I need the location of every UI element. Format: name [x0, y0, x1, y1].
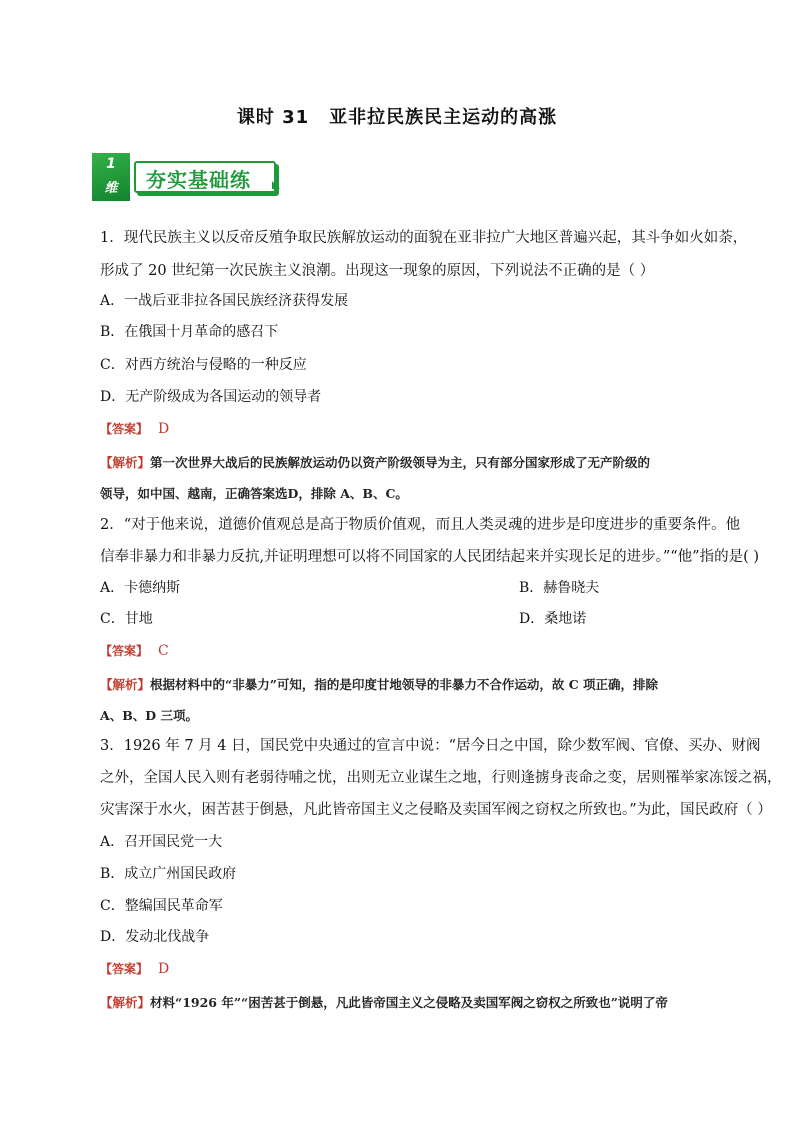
- analysis-tag: 【解析】: [100, 995, 151, 1010]
- tier-label: 维: [104, 181, 118, 196]
- q3-answer: [100, 961, 169, 978]
- q3-option-c[interactable]: C．整编国民革命军: [100, 898, 223, 914]
- q3-analysis-line1: [100, 994, 668, 1011]
- answer-tag: 【答案】: [100, 962, 149, 976]
- q3-stem-line2: 之外，全国人民入则有老弱待哺之忧，出则无立业谋生之地，行则逢掳身丧命之变，居则罹举家冻馁之祸，: [100, 770, 782, 786]
- analysis-tag: 【解析】: [100, 455, 151, 470]
- q3-stem-line1: 3．1926 年 7 月 4 日，国民党中央通过的宣言中说：“居今日之中国，除少数军阀、官僚、买办、财阀: [100, 738, 761, 754]
- analysis-text: 第一次世界大战后的民族解放运动仍以资产阶级领导为主，只有部分国家形成了无产阶级的: [150, 455, 651, 470]
- section-label: 夯实基础练: [146, 168, 251, 192]
- q2-stem-line2: 信奉非暴力和非暴力反抗,并证明理想可以将不同国家的人民团结起来并实现长足的进步。”“他”指的是( ): [100, 549, 760, 565]
- q1-analysis-line1: [100, 454, 650, 471]
- q2-answer: [100, 643, 169, 660]
- q2-option-a[interactable]: A．卡德纳斯: [100, 580, 181, 596]
- analysis-text: 根据材料中的“非暴力”可知，指的是印度甘地领导的非暴力不合作运动，故 C 项正确，排除: [150, 677, 659, 692]
- q1-stem-line1: 1．现代民族主义以反帝反殖争取民族解放运动的面貌在亚非拉广大地区普遍兴起，其斗争如火如荼，: [100, 230, 748, 246]
- q2-option-d[interactable]: D．桑地诺: [519, 611, 587, 627]
- q1-option-a[interactable]: A．一战后亚非拉各国民族经济获得发展: [100, 293, 349, 309]
- tier-number: 1: [106, 156, 116, 172]
- q2-option-b[interactable]: B．赫鲁晓夫: [519, 580, 600, 596]
- q1-answer: [100, 421, 169, 438]
- q3-stem-line3: 灾害深于水火，困苦甚于倒悬，凡此皆帝国主义之侵略及卖国军阀之窃权之所致也。”为此，国民政府（ ）: [100, 802, 772, 818]
- answer-value: C: [158, 643, 169, 659]
- answer-tag: 【答案】: [100, 644, 149, 658]
- analysis-tag: 【解析】: [100, 677, 151, 692]
- tier-badge: [92, 153, 130, 201]
- answer-value: D: [158, 421, 170, 437]
- banner-corner: [272, 181, 280, 189]
- q2-analysis-line2: A、B、D 三项。: [100, 708, 198, 723]
- page-title: [0, 103, 794, 129]
- q2-analysis-line1: [100, 676, 658, 693]
- q1-stem-line2: 形成了 20 世纪第一次民族主义浪潮。出现这一现象的原因，下列说法不正确的是（ ）: [100, 263, 655, 279]
- q1-option-d[interactable]: D．无产阶级成为各国运动的领导者: [100, 389, 322, 405]
- analysis-text: 材料“1926 年”“困苦甚于倒悬，凡此皆帝国主义之侵略及卖国军阀之窃权之所致也”说明了帝: [150, 995, 668, 1010]
- q3-option-d[interactable]: D．发动北伐战争: [100, 929, 210, 945]
- section-label-box: [134, 161, 276, 193]
- answer-tag: 【答案】: [100, 422, 149, 436]
- q1-analysis-line2: 领导，如中国、越南，正确答案选D，排除 A、B、C。: [100, 486, 408, 501]
- lesson-number: 课时 31: [236, 107, 310, 128]
- q3-option-b[interactable]: B．成立广州国民政府: [100, 866, 237, 882]
- q3-option-a[interactable]: A．召开国民党一大: [100, 834, 223, 850]
- section-banner: [88, 153, 288, 203]
- answer-value: D: [158, 961, 170, 977]
- q1-option-c[interactable]: C．对西方统治与侵略的一种反应: [100, 357, 307, 373]
- q2-stem-line1: 2．“对于他来说，道德价值观总是高于物质价值观，而且人类灵魂的进步是印度进步的重要条件。他: [100, 517, 741, 533]
- q2-option-c[interactable]: C．甘地: [100, 611, 153, 627]
- q1-option-b[interactable]: B．在俄国十月革命的感召下: [100, 324, 279, 340]
- lesson-topic: 亚非拉民族民主运动的高涨: [329, 107, 558, 128]
